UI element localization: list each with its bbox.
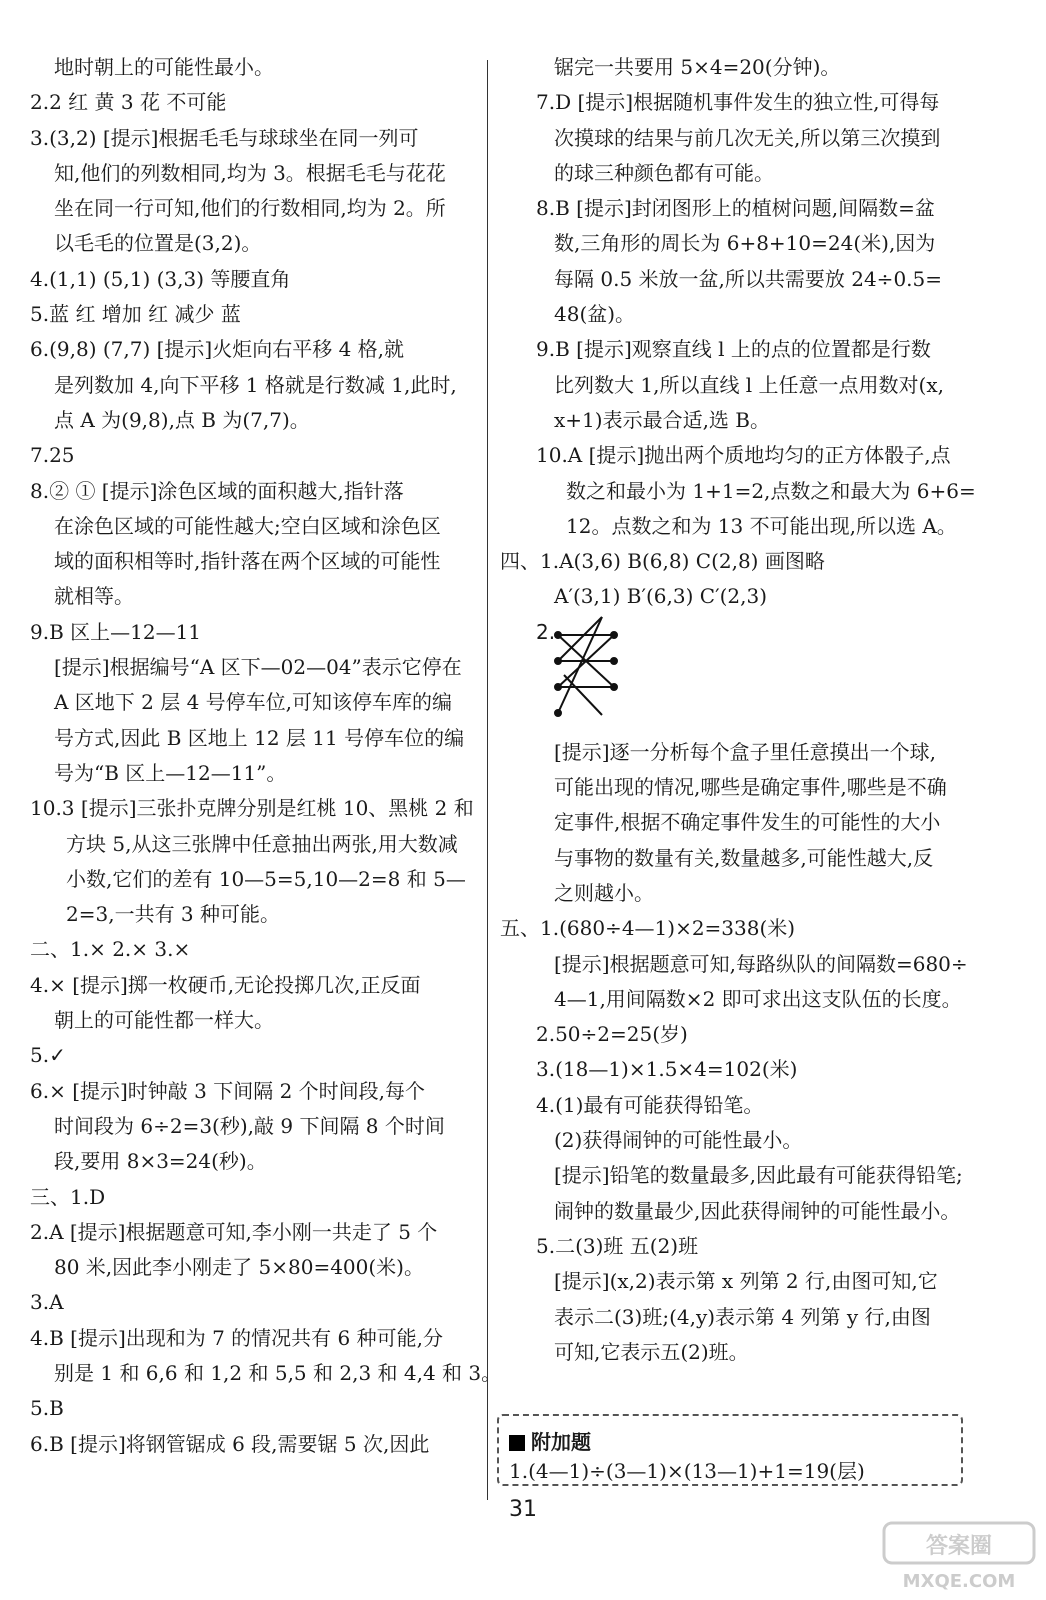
answer-line: A 区地下 2 层 4 号停车位,可知该停车库的编 (54, 690, 453, 715)
answer-line: 4—1,用间隔数×2 即可求出这支队伍的长度。 (554, 986, 962, 1011)
answer-line: 就相等。 (54, 584, 134, 609)
answer-line: 4.(1,1) (5,1) (3,3) 等腰直角 (30, 266, 291, 291)
answer-line: 80 米,因此李小刚走了 5×80=400(米)。 (54, 1255, 424, 1280)
answer-line: 段,要用 8×3=24(秒)。 (54, 1149, 267, 1174)
right-column-bottom (500, 735, 980, 1370)
answer-line: 6.B [提示]将钢管锯成 6 段,需要锯 5 次,因此 (30, 1431, 430, 1456)
answer-line: 锯完一共要用 5×4=20(分钟)。 (554, 55, 841, 79)
svg-text:答案圈: 答案圈 (925, 1534, 993, 1559)
answer-line: 比列数大 1,所以直线 l 上任意一点用数对(x, (554, 372, 944, 397)
answer-line: 时间段为 6÷2=3(秒),敲 9 下间隔 8 个时间 (54, 1113, 445, 1138)
answer-line: 10.3 [提示]三张扑克牌分别是红桃 10、黑桃 2 和 (30, 796, 474, 821)
answer-line: 在涂色区域的可能性越大;空白区域和涂色区 (54, 513, 441, 538)
answer-line: 可能出现的情况,哪些是确定事件,哪些是不确 (554, 775, 947, 800)
diagram-label: 2. (536, 619, 556, 644)
answer-line: x+1)表示最合适,选 B。 (554, 407, 770, 432)
answer-line: A′(3,1) B′(6,3) C′(2,3) (554, 584, 768, 609)
answer-line: 地时朝上的可能性最小。 (54, 55, 274, 79)
right-column (500, 50, 980, 1370)
answer-line: 的球三种颜色都有可能。 (554, 160, 774, 185)
answer-line: 3.(18—1)×1.5×4=102(米) (536, 1057, 798, 1082)
answer-line: 每隔 0.5 米放一盆,所以共需要放 24÷0.5= (554, 266, 943, 291)
answer-line: 小数,它们的差有 10—5=5,10—2=8 和 5— (66, 866, 466, 891)
answer-line: 5.蓝 红 增加 红 减少 蓝 (30, 302, 241, 327)
answer-line: 3.(3,2) [提示]根据毛毛与球球坐在同一列可 (30, 125, 419, 150)
answer-line: 定事件,根据不确定事件发生的可能性的大小 (554, 810, 941, 835)
answer-line: 5.✓ (30, 1043, 66, 1068)
answer-line: 6.× [提示]时钟敲 3 下间隔 2 个时间段,每个 (30, 1078, 426, 1103)
answer-line: 方块 5,从这三张牌中任意抽出两张,用大数减 (66, 831, 458, 856)
answer-line: 12。点数之和为 13 不可能出现,所以选 A。 (566, 513, 957, 538)
answer-line: 2=3,一共有 3 种可能。 (66, 902, 281, 927)
answer-line: 以毛毛的位置是(3,2)。 (54, 231, 262, 256)
answer-line: 四、1.A(3,6) B(6,8) C(2,8) 画图略 (500, 549, 825, 574)
right-column-top (500, 50, 980, 615)
answer-line: [提示]根据题意可知,每路纵队的间隔数=680÷ (554, 951, 968, 976)
answer-line: 数,三角形的周长为 6+8+10=24(米),因为 (554, 231, 936, 256)
answer-line: 9.B [提示]观察直线 l 上的点的位置都是行数 (536, 337, 931, 362)
svg-text:MXQE.COM: MXQE.COM (902, 1571, 1016, 1592)
answer-line: 次摸球的结果与前几次无关,所以第三次摸到 (554, 125, 941, 150)
answer-line: 3.A (30, 1290, 64, 1315)
answer-line: 2.A [提示]根据题意可知,李小刚一共走了 5 个 (30, 1219, 438, 1244)
answer-line: 8.B [提示]封闭图形上的植树问题,间隔数=盆 (536, 196, 935, 221)
answer-line: 数之和最小为 1+1=2,点数之和最大为 6+6= (566, 478, 976, 503)
answer-line: 5.二(3)班 五(2)班 (536, 1233, 699, 1258)
answer-line: 7.D [提示]根据随机事件发生的独立性,可得每 (536, 90, 940, 115)
answer-line: 是列数加 4,向下平移 1 格就是行数减 1,此时, (54, 372, 457, 397)
answer-line: [提示]根据编号“A 区下—02—04”表示它停在 (54, 655, 462, 680)
answer-line: 4.(1)最有可能获得铅笔。 (536, 1092, 764, 1117)
bonus-marker-icon (509, 1435, 525, 1451)
answer-line: 之则越小。 (554, 880, 654, 905)
answer-line: 朝上的可能性都一样大。 (54, 1008, 274, 1033)
answer-line: 知,他们的列数相同,均为 3。根据毛毛与花花 (54, 160, 446, 185)
answer-line: 4.× [提示]掷一枚硬币,无论投掷几次,正反面 (30, 972, 421, 997)
answer-line: [提示]铅笔的数量最多,因此最有可能获得铅笔; (554, 1163, 963, 1188)
answer-line: 10.A [提示]抛出两个质地均匀的正方体骰子,点 (536, 443, 951, 468)
answer-line: 表示二(3)班;(4,y)表示第 4 列第 y 行,由图 (554, 1304, 931, 1329)
answer-line: 4.B [提示]出现和为 7 的情况共有 6 种可能,分 (30, 1325, 443, 1350)
answer-line: 2.2 红 黄 3 花 不可能 (30, 90, 227, 115)
answer-line: 8.② ① [提示]涂色区域的面积越大,指针落 (30, 478, 404, 503)
answer-line: 9.B 区上—12—11 (30, 619, 202, 644)
answer-line: 7.25 (30, 443, 75, 468)
matching-diagram (500, 615, 980, 735)
answer-line: [提示](x,2)表示第 x 列第 2 行,由图可知,它 (554, 1269, 938, 1294)
answer-line: 别是 1 和 6,6 和 1,2 和 5,5 和 2,3 和 4,4 和 3。 (54, 1360, 502, 1385)
answer-line: 可知,它表示五(2)班。 (554, 1339, 749, 1364)
answer-line: 三、1.D (30, 1184, 106, 1209)
watermark-logo (880, 1515, 1040, 1595)
page-number: 31 (509, 1497, 537, 1522)
answer-line: 坐在同一行可知,他们的行数相同,均为 2。所 (54, 196, 446, 221)
answer-line: 号方式,因此 B 区地上 12 层 11 号停车位的编 (54, 725, 465, 750)
answer-line: 5.B (30, 1396, 64, 1421)
answer-line: 点 A 为(9,8),点 B 为(7,7)。 (54, 407, 310, 432)
answer-line: 2.50÷2=25(岁) (536, 1022, 688, 1047)
answer-line: 五、1.(680÷4—1)×2=338(米) (500, 916, 796, 941)
answer-line: 域的面积相等时,指针落在两个区域的可能性 (54, 549, 441, 574)
bonus-answer: 1.(4—1)÷(3—1)×(13—1)+1=19(层) (509, 1459, 865, 1483)
answer-line: 号为“B 区上—12—11”。 (54, 760, 287, 785)
line-matching-figure (554, 615, 624, 725)
answer-line: 与事物的数量有关,数量越多,可能性越大,反 (554, 845, 934, 870)
answer-line: [提示]逐一分析每个盒子里任意摸出一个球, (554, 739, 936, 764)
answer-line: 二、1.× 2.× 3.× (30, 937, 191, 962)
bonus-title: 附加题 (509, 1426, 591, 1455)
bonus-question-box (497, 1414, 963, 1486)
answer-line: 48(盆)。 (554, 302, 636, 327)
left-column (30, 50, 502, 1462)
answer-line: 6.(9,8) (7,7) [提示]火炬向右平移 4 格,就 (30, 337, 405, 362)
column-divider (487, 60, 488, 1500)
answer-line: 闹钟的数量最少,因此获得闹钟的可能性最小。 (554, 1198, 961, 1223)
answer-line: (2)获得闹钟的可能性最小。 (554, 1128, 803, 1153)
